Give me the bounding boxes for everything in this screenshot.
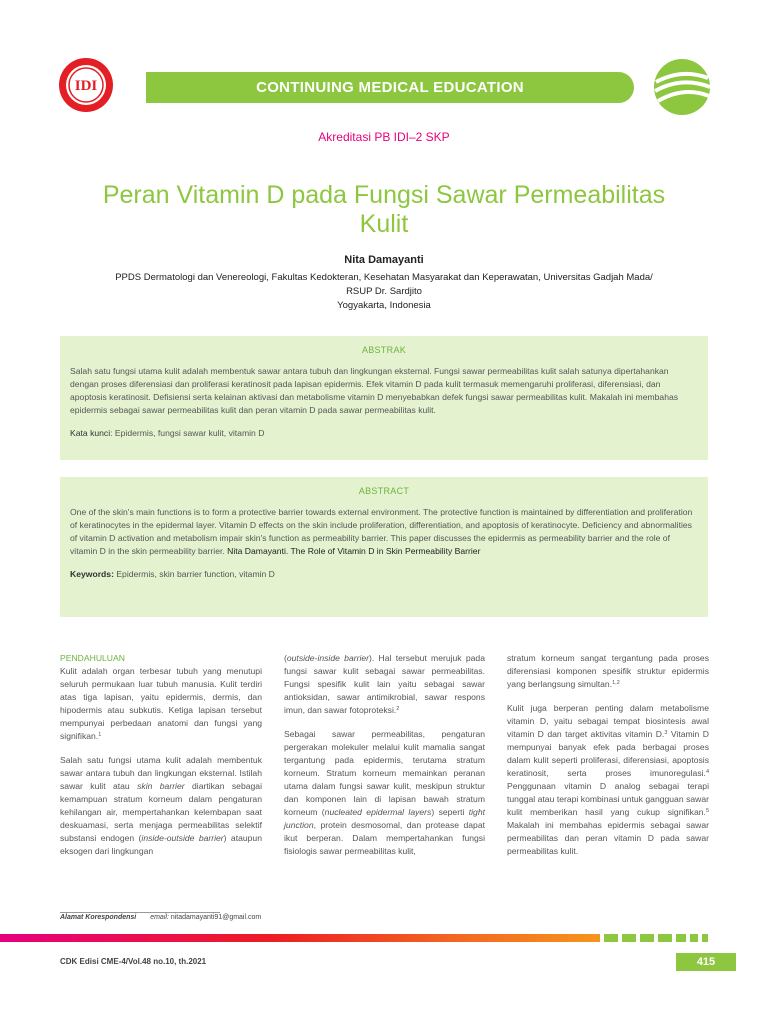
paragraph: Kulit adalah organ terbesar tubuh yang menutupi seluruh permukaan luar tubuh manusia. Kulit terdiri atas tiga lapisan, yaitu epidermis, dermis, dan hipodermis atau subkutis. Ketiga lapisan tersebut mempunyai perbedaan anatomi dan fungsi yang signifikan.$^1$ bbox=[60, 666, 262, 741]
footer-square bbox=[604, 934, 618, 942]
paragraph: Kulit juga berperan penting dalam metabolisme vitamin D, yaitu sebagai tempat biosintesis awal vitamin D dan target aktivitas vitamin D.$^3$ Vitamin D mempunyai banyak efek pada berbagai proses dalam kulit seperti proliferasi, diferensiasi, apoptosis keratinosit, serta proses imunoregulasi.$^4$ Penggunaan vitamin D analog sebagai terapi tunggal atau terapi kombinasi untuk gangguan sawar kulit memberikan hasil yang cukup signifikan.$^5$ Makalah ini membahas epidermis sebagai sawar permeabilitas dan peran vitamin D pada sawar permeabilitas kulit. bbox=[507, 703, 709, 856]
abstract-heading: ABSTRACT bbox=[358, 486, 410, 496]
reference-marker: 1,2 bbox=[612, 680, 620, 686]
correspondence-label: Alamat Korespondensi bbox=[60, 914, 137, 921]
abstrak-heading: ABSTRAK bbox=[361, 345, 407, 355]
title-line-2: Kulit bbox=[359, 210, 409, 238]
reference-marker: 2 bbox=[396, 706, 400, 712]
reference-marker: 4 bbox=[705, 769, 709, 775]
reference-marker: 3 bbox=[664, 730, 668, 736]
title-line-1: Peran Vitamin D pada Fungsi Sawar Permeabilitas bbox=[102, 181, 666, 209]
cme-banner-text: CONTINUING MEDICAL EDUCATION bbox=[256, 79, 524, 96]
footer-square bbox=[702, 934, 708, 942]
abstract-keywords-label: Keywords: bbox=[70, 569, 114, 579]
footer-square bbox=[690, 934, 698, 942]
paragraph: stratum korneum sangat tergantung pada proses diferensiasi komponen spesifik struktur epidermis yang berlangsung simultan.$^{1,2}$ bbox=[507, 653, 709, 689]
paragraph: Salah satu fungsi utama kulit adalah membentuk sawar antara tubuh dan lingkungan eksternal. Istilah sawar kulit atau skin barrier diartikan sebagai kemampuan stratum korneum dalam pengaturan kehilangan air, mempertahankan kelembapan saat deskuamasi, serta menjaga permeabilitas selektif substansi endogen (inside-outside barrier) ataupun eksogen dari lingkungan bbox=[60, 755, 262, 856]
page-number-text: 415 bbox=[696, 956, 716, 968]
body-column-1 bbox=[60, 652, 262, 869]
cdk-swirl-logo bbox=[652, 58, 712, 116]
abstrak-keywords-text: : Epidermis, fungsi sawar kulit, vitamin D bbox=[110, 428, 265, 438]
correspondence-note bbox=[60, 914, 261, 921]
abstract-keywords-text: Epidermis, skin barrier function, vitamin D bbox=[113, 569, 275, 579]
journal-citation: CDK Edisi CME-4/Vol.48 no.10, th.2021 bbox=[60, 957, 207, 966]
correspondence-email[interactable]: nitadamayanti91@gmail.com bbox=[170, 914, 262, 921]
footer-square bbox=[622, 934, 636, 942]
footer-square bbox=[658, 934, 672, 942]
footnote-rule bbox=[60, 912, 220, 913]
affiliation-line-1: PPDS Dermatologi dan Venereologi, Fakultas Kedokteran, Kesehatan Masyarakat dan Keperawatan, Universitas Gadjah Mada/ bbox=[115, 272, 653, 283]
abstract-body-text: One of the skin's main functions is to form a protective barrier towards external environment. The protective function is maintained by differentiation and proliferation of keratinocytes in the epidermal layer. Vitamin D effects on the skin include proliferation, differentiation, and apoptosis of keratinocyte. Deficiency and abnormalities of vitamin D activation and metabolism impair skin's function as permeability barrier. This paper discusses the epidermis as permeability barrier and the role of vitamin D in the skin permeability barrier. bbox=[70, 507, 693, 556]
cme-banner bbox=[146, 72, 634, 103]
abstrak-body: Salah satu fungsi utama kulit adalah membentuk sawar antara tubuh dan lingkungan eksternal. Fungsi sawar permeabilitas kulit salah satunya dipertahankan dengan proses diferensiasi dan proliferasi keratinosit pada lapisan epidermis. Efek vitamin D pada kulit termasuk memengaruhi proliferasi, diferensiasi, dan apoptosis keratinosit. Defisiensi serta kelainan aktivasi dan metabolisme vitamin D menyebabkan defek fungsi sawar permeabilitas kulit. Makalah ini membahas epidermis sebagai sawar permeabilitas kulit dan peran vitamin D pada sawar permeabilitas kulit. bbox=[70, 366, 679, 415]
correspondence-email-label: email: bbox=[150, 914, 169, 921]
abstrak-box bbox=[60, 336, 708, 460]
section-heading-pendahuluan: PENDAHULUAN bbox=[60, 653, 125, 663]
footer-color-band bbox=[0, 934, 600, 942]
abstract-body bbox=[70, 506, 698, 558]
accreditation-note: Akreditasi PB IDI–2 SKP bbox=[318, 130, 450, 144]
article-title bbox=[40, 181, 728, 239]
affiliation-line-2: RSUP Dr. Sardjito bbox=[346, 286, 422, 297]
footer-square bbox=[640, 934, 654, 942]
idi-logo bbox=[58, 57, 114, 113]
abstrak-keywords bbox=[70, 427, 698, 440]
idi-logo-text: IDI bbox=[74, 78, 98, 94]
paragraph: Sebagai sawar permeabilitas, pengaturan pergerakan molekuler melalui kulit mamalia sangat tergantung pada epidermis, terutama stratum korneum. Stratum korneum memainkan peranan utama dalam fungsi sawar kulit, meskipun struktur dan komponen lain di lapisan bawah stratum korneum (nucleated epidermal layers) seperti tight junction, protein desmosomal, dan protease dapat ikut berperan. Dalam mempertahankan fungsi fisiologis sawar permeabilitas kulit, bbox=[284, 729, 485, 856]
reference-marker: 1 bbox=[98, 732, 102, 738]
abstract-box bbox=[60, 477, 708, 617]
footer-square bbox=[676, 934, 686, 942]
abstrak-keywords-label: Kata kunci bbox=[70, 428, 111, 438]
reference-marker: 5 bbox=[705, 808, 709, 814]
body-column-3 bbox=[507, 652, 709, 869]
paragraph: (outside-inside barrier). Hal tersebut merujuk pada fungsi sawar kulit sebagai sawar permeabilitas. Fungsi spesifik kulit lain yaitu sebagai sawar antioksidan, sawar antimikrobial, sawar respons imun, dan sawar fotoproteksi.$^2$ bbox=[284, 653, 485, 715]
affiliation-line-3: Yogyakarta, Indonesia bbox=[337, 300, 431, 311]
abstract-keywords bbox=[70, 568, 698, 581]
page-number bbox=[676, 953, 736, 971]
body-column-2 bbox=[284, 652, 485, 869]
abstract-citation: Nita Damayanti. The Role of Vitamin D in Skin Permeability Barrier bbox=[224, 546, 481, 556]
author-name: Nita Damayanti bbox=[344, 254, 424, 266]
